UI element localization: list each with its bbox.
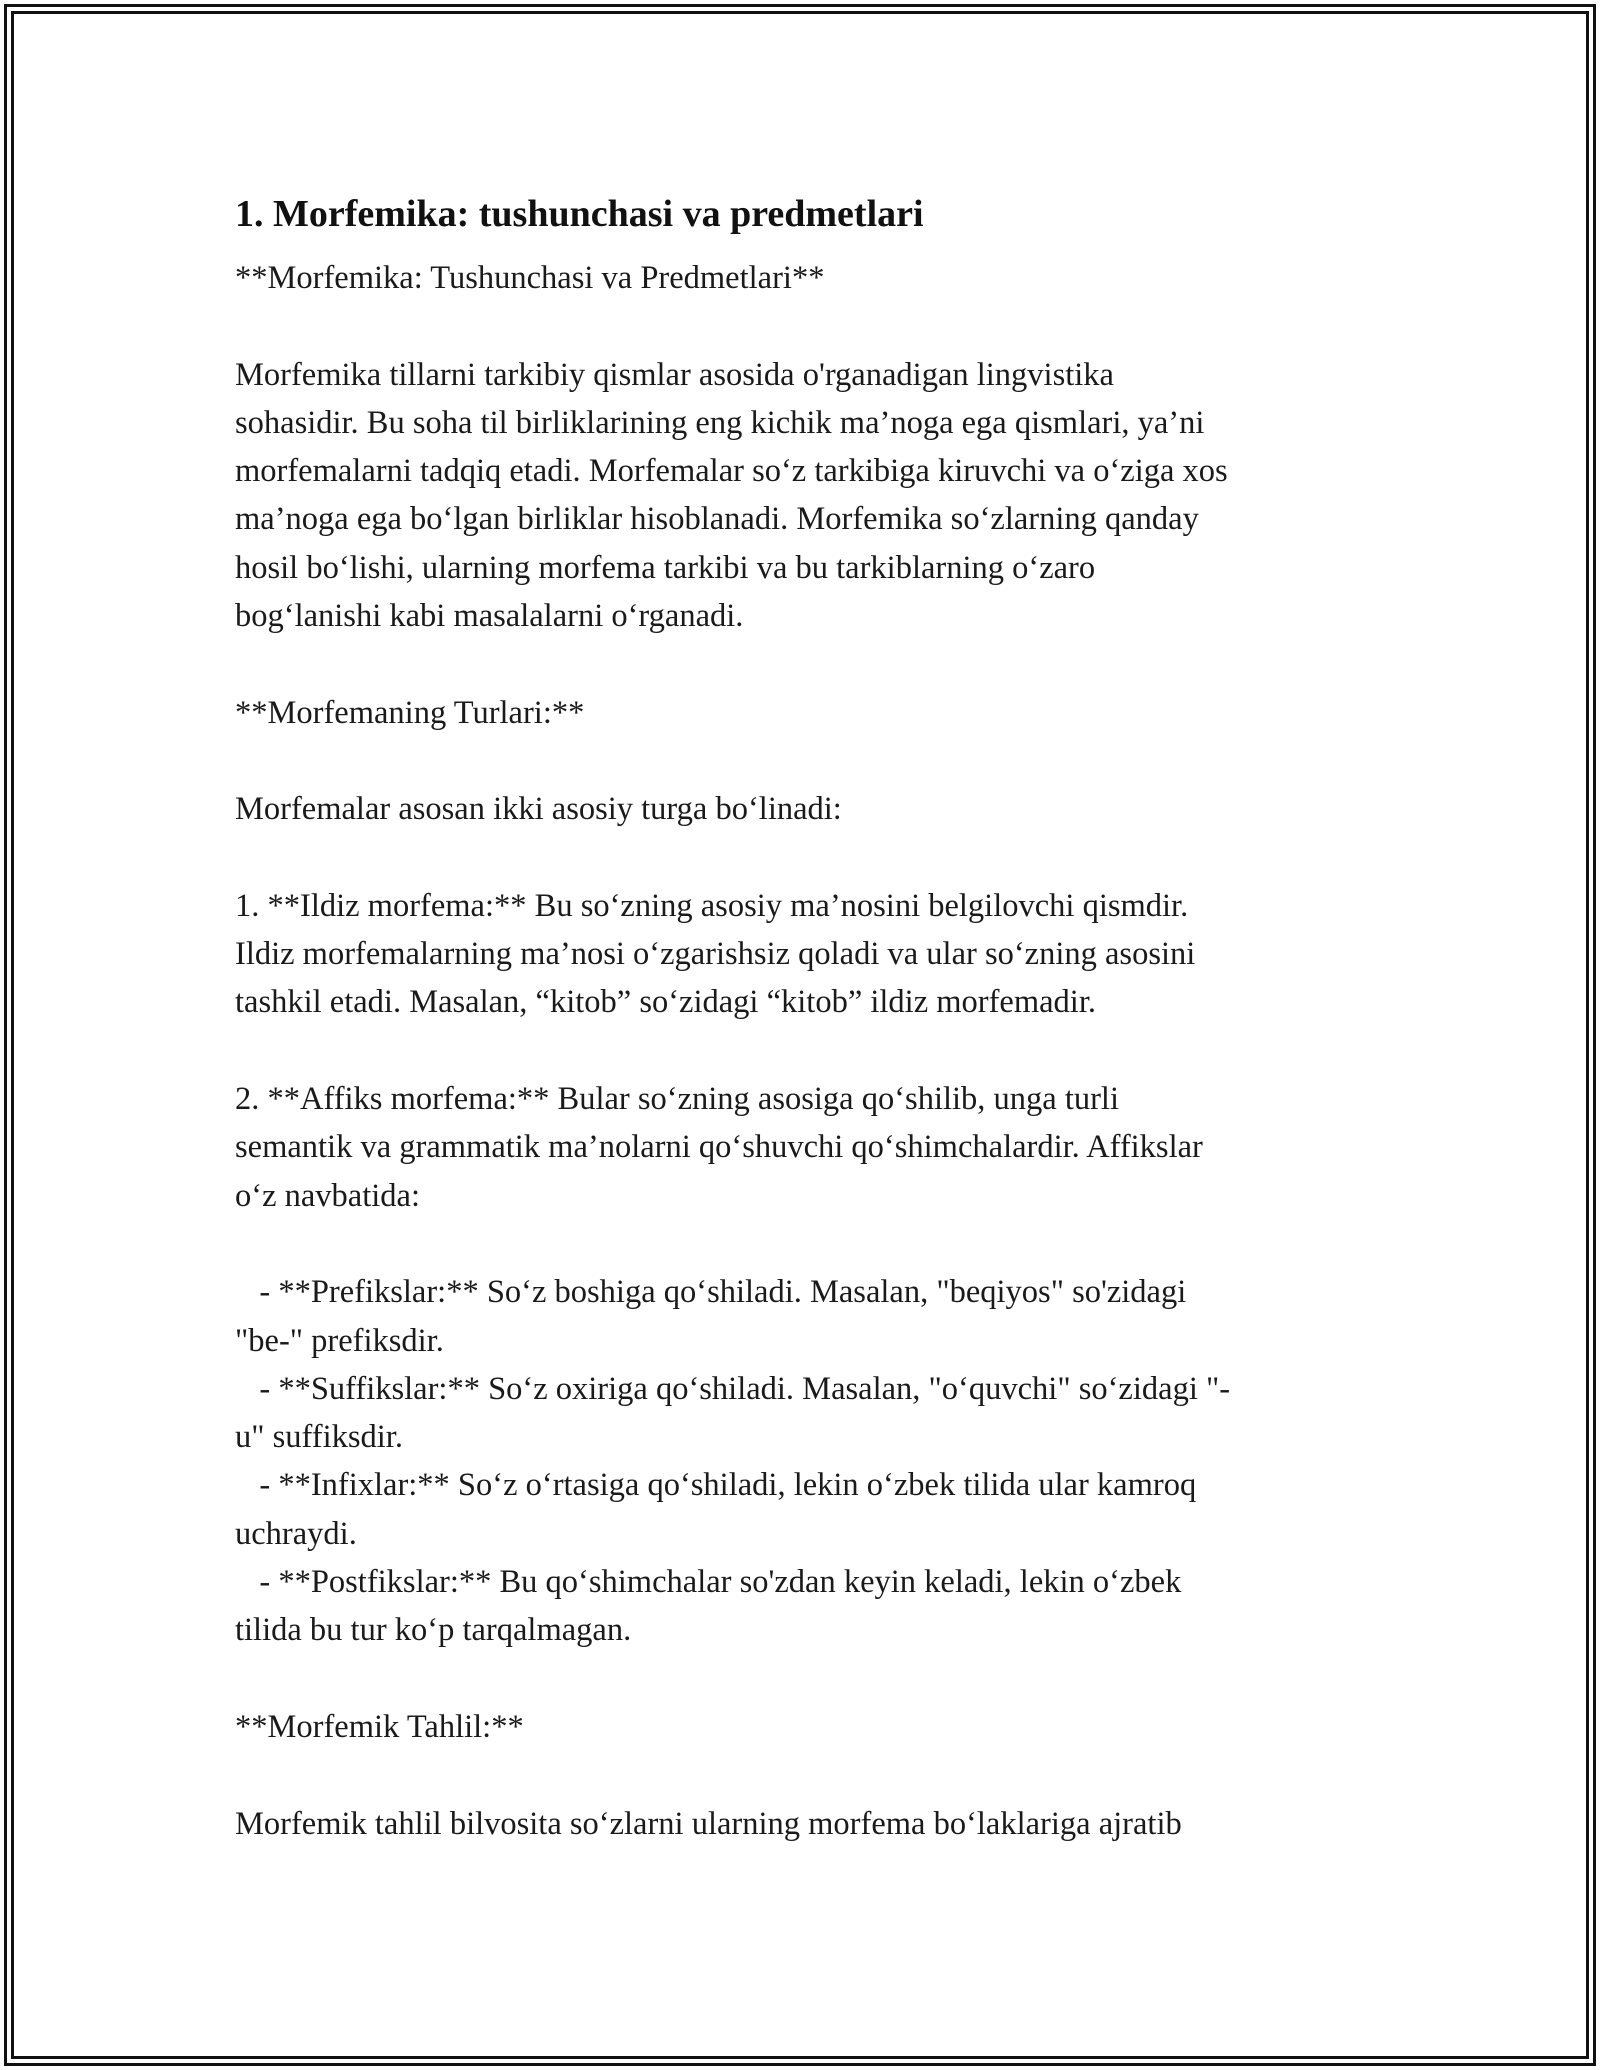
- document-body: **Morfemika: Tushunchasi va Predmetlari** Morfemika tillarni tarkibiy qismlar asosida o'rganadigan lingvistika sohasidir. Bu soha til birliklarining eng kichik ma’noga ega qismlari, ya’ni morfemalarni tadqiq etadi. Morfemalar so‘z tarkibiga kiruvchi va o‘ziga xos ma’noga ega bo‘lgan birliklar hisoblanadi. Morfemika so‘zlarning qanday hosil bo‘lishi, ularning morfema tarkibi va bu tarkiblarning o‘zaro bog‘lanishi kabi masalalarni o‘rganadi. **Morfemaning Turlari:** Morfemalar asosan ikki asosiy turga bo‘linadi: 1. **Ildiz morfema:** Bu so‘zning asosiy ma’nosini belgilovchi qismdir. Ildiz morfemalarning ma’nosi o‘zgarishsiz qoladi va ular so‘zning asosini tashkil etadi. Masalan, “kitob” so‘zidagi “kitob” ildiz morfemadir. 2. **Affiks morfema:** Bular so‘zning asosiga qo‘shilib, unga turli semantik va grammatik ma’nolarni qo‘shuvchi qo‘shimchalardir. Affikslar o‘z navbatida: - **Prefikslar:** So‘z boshiga qo‘shiladi. Masalan, "beqiyos" so'zidagi "be-" prefiksdir. - **Suffikslar:** So‘z oxiriga qo‘shiladi. Masalan, "o‘quvchi" so‘zidagi "- u" suffiksdir. - **Infixlar:** So‘z o‘rtasiga qo‘shiladi, lekin o‘zbek tilida ular kamroq uchraydi. - **Postfikslar:** Bu qo‘shimchalar so'zdan keyin keladi, lekin o‘zbek tilida bu tur ko‘p tarqalmagan. **Morfemik Tahlil:** Morfemik tahlil bilvosita so‘zlarni ularning morfema bo‘laklariga ajratib: [235, 260, 1231, 1842]
- document-title: 1. Morfemika: tushunchasi va predmetlari: [235, 193, 924, 235]
- document-content: [235, 186, 1370, 1848]
